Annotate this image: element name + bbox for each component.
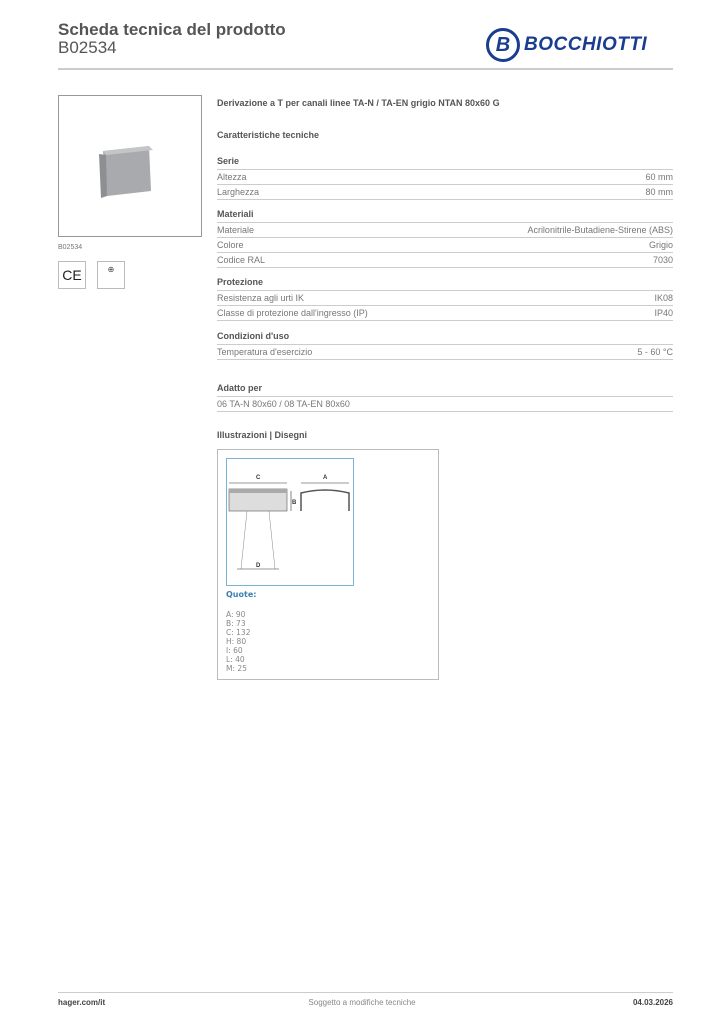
footer-divider [58,992,673,993]
page-title: Scheda tecnica del prodotto [58,20,286,39]
spec-section-materiali [217,209,673,268]
spec-row: Temperatura d'esercizio 5 - 60 °C [217,346,673,360]
suitable-for-section [217,383,673,412]
section-title: Serie [217,156,673,170]
section-title: Materiali [217,209,673,223]
section-title: Condizioni d'uso [217,331,673,345]
spec-section-condizioni [217,331,673,360]
section-title: Adatto per [217,383,673,397]
quote-list [226,610,250,673]
spec-row: Resistenza agli urti IK IK08 [217,292,673,306]
logo-b-icon: B [486,28,520,62]
product-image [58,95,202,237]
quote-item: B: 73 [226,619,246,628]
section-title: Protezione [217,277,673,291]
header-divider [58,68,673,70]
spec-row: Classe di protezione dall'ingresso (IP) IP40 [217,307,673,321]
dimension-drawing [226,458,354,586]
product-title: Derivazione a T per canali linee TA-N / TA-EN grigio NTAN 80x60 G [217,98,500,108]
footer-date: 04.03.2026 [632,998,673,1007]
footer-website-link[interactable]: hager.com/it [58,998,106,1007]
quote-item: H: 80 [226,637,247,646]
quote-title: Quote: [226,590,257,599]
spec-row: Altezza 60 mm [217,171,673,185]
spec-section-serie [217,156,673,200]
spec-row: Materiale Acrilonitrile-Butadiene-Stirene (ABS) [217,224,673,238]
suitable-value: 06 TA-N 80x60 / 08 TA-EN 80x60 [217,398,673,412]
quote-item: I: 60 [226,646,243,655]
ce-mark-icon: CE [58,261,86,289]
quote-item: L: 40 [226,655,245,664]
certification-mark-icon: ⊕ [97,261,125,289]
brand-logo [486,28,647,62]
spec-row: Codice RAL 7030 [217,254,673,268]
image-caption: B02534 [58,244,83,251]
spec-row: Larghezza 80 mm [217,186,673,200]
product-code: B02534 [58,38,117,57]
quote-item: C: 132 [226,628,251,637]
illustration-box [217,449,439,680]
dim-label-b: B [292,500,297,506]
illustrations-heading: Illustrazioni | Disegni [217,430,308,440]
spec-row: Colore Grigio [217,239,673,253]
specs-heading: Caratteristiche tecniche [217,130,320,140]
spec-section-protezione [217,277,673,321]
dim-label-a: A [323,475,328,481]
dim-label-d: D [256,563,261,569]
footer-disclaimer: Soggetto a modifiche tecniche [308,998,416,1007]
brand-name: BOCCHIOTTI [524,34,648,55]
quote-item: A: 90 [226,610,246,619]
dim-label-c: C [256,475,261,481]
quote-item: M: 25 [226,664,247,673]
